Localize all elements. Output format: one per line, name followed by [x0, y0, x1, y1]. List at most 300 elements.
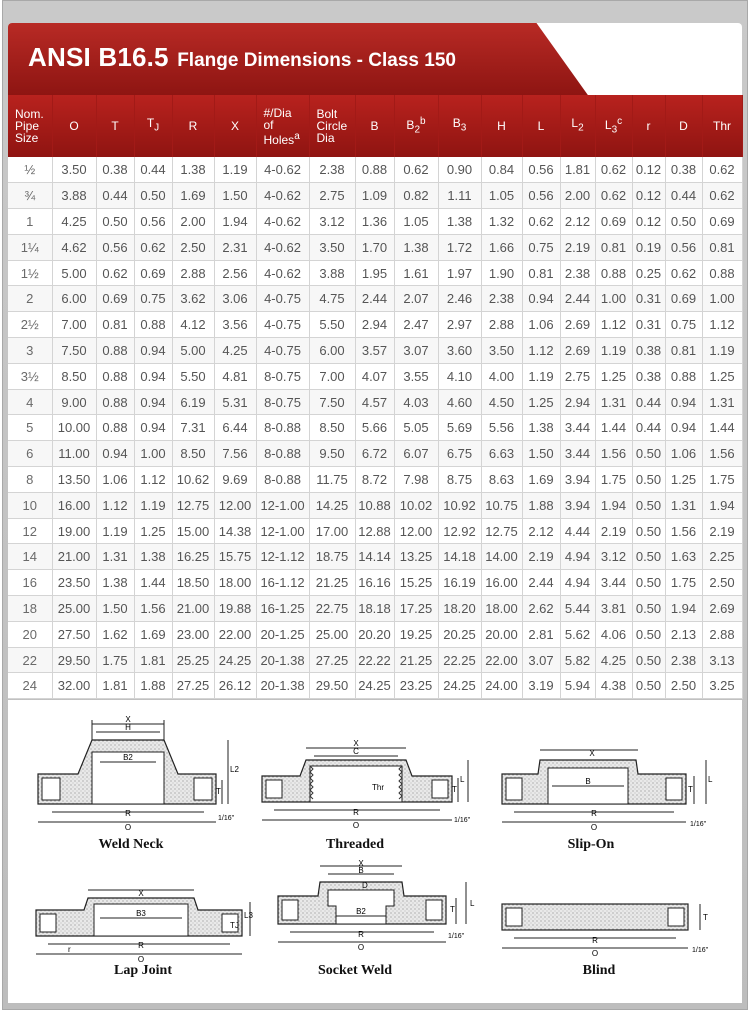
cell-l3: 2.19 — [595, 518, 632, 544]
cell-l: 0.56 — [522, 157, 560, 183]
cell-l2: 5.44 — [560, 596, 595, 622]
cell-size: 2½ — [8, 312, 52, 338]
cell-d: 0.50 — [665, 209, 702, 235]
cell-x: 9.69 — [214, 467, 256, 493]
cell-l3: 3.81 — [595, 596, 632, 622]
cell-t: 0.44 — [96, 183, 134, 209]
cell-size: 8 — [8, 467, 52, 493]
cell-l: 2.12 — [522, 518, 560, 544]
cell-tj: 1.00 — [134, 441, 172, 467]
cell-h: 1.90 — [481, 260, 522, 286]
cell-x: 3.56 — [214, 312, 256, 338]
socket-weld-label: Socket Weld — [317, 963, 393, 978]
cell-t: 1.12 — [96, 492, 134, 518]
cell-l3: 0.62 — [595, 183, 632, 209]
cell-d: 0.88 — [665, 363, 702, 389]
flange-table-container — [8, 95, 742, 699]
cell-o: 23.50 — [52, 570, 96, 596]
cell-x: 1.19 — [214, 157, 256, 183]
cell-r: 1.38 — [172, 157, 214, 183]
cell-l2: 5.62 — [560, 621, 595, 647]
cell-b: 12.88 — [355, 518, 394, 544]
cell-t: 0.69 — [96, 286, 134, 312]
cell-holes: 4-0.62 — [256, 209, 309, 235]
cell-bolt: 18.75 — [309, 544, 355, 570]
cell-l2: 2.19 — [560, 234, 595, 260]
lap-joint-diagram — [30, 888, 256, 968]
cell-r: 1.69 — [172, 183, 214, 209]
weld-neck-dim-l2: L2 — [230, 765, 239, 774]
blind-dim-r: R — [592, 936, 598, 945]
cell-t: 1.06 — [96, 467, 134, 493]
lap-joint-dim-o: O — [137, 955, 145, 964]
cell-thr: 1.75 — [702, 467, 742, 493]
cell-tj: 0.44 — [134, 157, 172, 183]
cell-b3: 12.92 — [438, 518, 481, 544]
cell-b: 10.88 — [355, 492, 394, 518]
cell-r: 5.50 — [172, 363, 214, 389]
cell-r: 6.19 — [172, 389, 214, 415]
flange-dimensions-table — [8, 95, 743, 699]
cell-r: 0.50 — [632, 621, 665, 647]
cell-x: 24.25 — [214, 647, 256, 673]
cell-h: 1.05 — [481, 183, 522, 209]
cell-b2: 0.82 — [394, 183, 438, 209]
slip-on-dim-r: R — [591, 809, 597, 818]
cell-bolt: 22.75 — [309, 596, 355, 622]
cell-l2: 4.94 — [560, 544, 595, 570]
cell-o: 27.50 — [52, 621, 96, 647]
cell-t: 0.88 — [96, 338, 134, 364]
cell-h: 4.00 — [481, 363, 522, 389]
cell-thr: 2.19 — [702, 518, 742, 544]
cell-l2: 2.75 — [560, 363, 595, 389]
socket-weld-dim-d: D — [362, 881, 368, 890]
cell-r: 0.44 — [632, 389, 665, 415]
cell-l: 1.19 — [522, 363, 560, 389]
table-row — [8, 570, 742, 596]
cell-r: 0.44 — [632, 415, 665, 441]
table-row — [8, 234, 742, 260]
cell-x: 3.06 — [214, 286, 256, 312]
slip-on-diagram — [496, 746, 716, 834]
cell-size: 20 — [8, 621, 52, 647]
cell-size: 1¼ — [8, 234, 52, 260]
cell-d: 1.75 — [665, 570, 702, 596]
cell-b3: 4.10 — [438, 363, 481, 389]
cell-x: 1.50 — [214, 183, 256, 209]
cell-l: 1.50 — [522, 441, 560, 467]
cell-l2: 2.12 — [560, 209, 595, 235]
cell-h: 5.56 — [481, 415, 522, 441]
cell-bolt: 3.88 — [309, 260, 355, 286]
cell-x: 15.75 — [214, 544, 256, 570]
cell-thr: 2.69 — [702, 596, 742, 622]
cell-o: 11.00 — [52, 441, 96, 467]
cell-holes: 12-1.00 — [256, 518, 309, 544]
cell-d: 0.44 — [665, 183, 702, 209]
cell-bolt: 6.00 — [309, 338, 355, 364]
cell-b2: 1.05 — [394, 209, 438, 235]
cell-b2: 17.25 — [394, 596, 438, 622]
column-header-t: T — [96, 95, 134, 157]
cell-d: 0.38 — [665, 157, 702, 183]
cell-b2: 1.61 — [394, 260, 438, 286]
cell-bolt: 29.50 — [309, 673, 355, 699]
cell-holes: 8-0.75 — [256, 389, 309, 415]
cell-t: 1.19 — [96, 518, 134, 544]
socket-weld-dim-b2: B2 — [356, 907, 366, 916]
cell-l: 2.44 — [522, 570, 560, 596]
cell-o: 7.00 — [52, 312, 96, 338]
cell-d: 2.50 — [665, 673, 702, 699]
cell-l3: 1.75 — [595, 467, 632, 493]
cell-l: 2.62 — [522, 596, 560, 622]
cell-o: 7.50 — [52, 338, 96, 364]
cell-holes: 20-1.25 — [256, 621, 309, 647]
cell-h: 8.63 — [481, 467, 522, 493]
cell-b: 3.57 — [355, 338, 394, 364]
cell-b2: 2.07 — [394, 286, 438, 312]
table-row — [8, 286, 742, 312]
cell-tj: 1.38 — [134, 544, 172, 570]
socket-weld-dim-l: L — [470, 899, 475, 908]
cell-size: 18 — [8, 596, 52, 622]
threaded-dim-t: T — [452, 785, 457, 794]
cell-bolt: 2.75 — [309, 183, 355, 209]
cell-thr: 2.88 — [702, 621, 742, 647]
cell-bolt: 2.38 — [309, 157, 355, 183]
cell-h: 12.75 — [481, 518, 522, 544]
cell-d: 1.06 — [665, 441, 702, 467]
cell-thr: 1.12 — [702, 312, 742, 338]
cell-bolt: 14.25 — [309, 492, 355, 518]
cell-r: 0.12 — [632, 209, 665, 235]
socket-weld-dim-t: T — [450, 905, 455, 914]
cell-r: 10.62 — [172, 467, 214, 493]
table-row — [8, 673, 742, 699]
cell-size: 22 — [8, 647, 52, 673]
cell-b: 2.44 — [355, 286, 394, 312]
cell-d: 1.31 — [665, 492, 702, 518]
table-row — [8, 441, 742, 467]
cell-size: 1 — [8, 209, 52, 235]
cell-x: 12.00 — [214, 492, 256, 518]
cell-l2: 3.94 — [560, 492, 595, 518]
cell-holes: 4-0.75 — [256, 312, 309, 338]
cell-b: 22.22 — [355, 647, 394, 673]
cell-r: 0.38 — [632, 363, 665, 389]
cell-thr: 0.88 — [702, 260, 742, 286]
cell-l: 0.62 — [522, 209, 560, 235]
threaded-dim-sixteenth: 1/16" — [454, 817, 471, 824]
threaded-dim-r: R — [353, 808, 359, 817]
cell-b: 5.66 — [355, 415, 394, 441]
title-sub: Flange Dimensions - Class 150 — [177, 50, 456, 71]
cell-l3: 1.31 — [595, 389, 632, 415]
cell-d: 0.69 — [665, 286, 702, 312]
table-row — [8, 518, 742, 544]
cell-o: 8.50 — [52, 363, 96, 389]
slip-on-dim-o: O — [590, 823, 598, 832]
cell-thr: 1.25 — [702, 363, 742, 389]
table-row — [8, 157, 742, 183]
table-row — [8, 389, 742, 415]
cell-l: 3.07 — [522, 647, 560, 673]
cell-x: 26.12 — [214, 673, 256, 699]
cell-l: 0.56 — [522, 183, 560, 209]
cell-bolt: 7.00 — [309, 363, 355, 389]
cell-size: ¾ — [8, 183, 52, 209]
cell-h: 0.84 — [481, 157, 522, 183]
title-main: ANSI B16.5 — [28, 42, 169, 72]
cell-tj: 0.69 — [134, 260, 172, 286]
cell-t: 1.62 — [96, 621, 134, 647]
cell-bolt: 3.12 — [309, 209, 355, 235]
cell-b: 4.57 — [355, 389, 394, 415]
cell-o: 4.25 — [52, 209, 96, 235]
cell-b3: 1.11 — [438, 183, 481, 209]
table-row — [8, 415, 742, 441]
table-row — [8, 363, 742, 389]
cell-t: 0.88 — [96, 363, 134, 389]
cell-size: 6 — [8, 441, 52, 467]
cell-b3: 0.90 — [438, 157, 481, 183]
cell-bolt: 9.50 — [309, 441, 355, 467]
slip-on-dim-x: X — [589, 749, 595, 758]
cell-h: 22.00 — [481, 647, 522, 673]
table-row — [8, 260, 742, 286]
weld-neck-dim-sixteenth: 1/16" — [218, 815, 235, 822]
slip-on-dim-sixteenth: 1/16" — [690, 821, 707, 828]
cell-l2: 2.69 — [560, 312, 595, 338]
cell-holes: 20-1.38 — [256, 647, 309, 673]
table-header-row — [8, 95, 742, 157]
cell-holes: 4-0.75 — [256, 286, 309, 312]
cell-tj: 0.75 — [134, 286, 172, 312]
cell-l: 3.19 — [522, 673, 560, 699]
table-row — [8, 544, 742, 570]
cell-b3: 5.69 — [438, 415, 481, 441]
column-header-l: L — [522, 95, 560, 157]
cell-thr: 1.19 — [702, 338, 742, 364]
cell-t: 1.75 — [96, 647, 134, 673]
weld-neck-dim-b2: B2 — [123, 753, 133, 762]
cell-r: 0.12 — [632, 183, 665, 209]
cell-r: 0.50 — [632, 596, 665, 622]
cell-holes: 8-0.88 — [256, 467, 309, 493]
cell-thr: 1.56 — [702, 441, 742, 467]
cell-l: 1.06 — [522, 312, 560, 338]
cell-thr: 0.62 — [702, 157, 742, 183]
column-header-bolt: Bolt Circle Dia — [309, 95, 355, 157]
cell-l3: 3.12 — [595, 544, 632, 570]
cell-thr: 2.25 — [702, 544, 742, 570]
cell-b: 1.09 — [355, 183, 394, 209]
cell-tj: 1.25 — [134, 518, 172, 544]
cell-tj: 0.94 — [134, 389, 172, 415]
cell-b2: 21.25 — [394, 647, 438, 673]
cell-l2: 3.44 — [560, 441, 595, 467]
cell-holes: 12-1.00 — [256, 492, 309, 518]
column-header-l3: $L_3^c$ — [595, 95, 632, 157]
lap-joint-dim-b3: B3 — [136, 909, 146, 918]
cell-r: 21.00 — [172, 596, 214, 622]
column-header-b2: $B_2^b$ — [394, 95, 438, 157]
cell-b: 2.94 — [355, 312, 394, 338]
cell-r: 5.00 — [172, 338, 214, 364]
column-header-h: H — [481, 95, 522, 157]
cell-thr: 1.00 — [702, 286, 742, 312]
cell-bolt: 17.00 — [309, 518, 355, 544]
cell-r: 3.62 — [172, 286, 214, 312]
cell-b3: 14.18 — [438, 544, 481, 570]
lap-joint-dim-r: R — [138, 941, 144, 950]
cell-b2: 0.62 — [394, 157, 438, 183]
cell-l2: 5.82 — [560, 647, 595, 673]
lap-joint-dim-x: X — [138, 889, 144, 898]
cell-r: 2.88 — [172, 260, 214, 286]
weld-neck-dim-t: T — [216, 787, 221, 796]
cell-bolt: 4.75 — [309, 286, 355, 312]
cell-h: 14.00 — [481, 544, 522, 570]
cell-b2: 15.25 — [394, 570, 438, 596]
cell-b3: 24.25 — [438, 673, 481, 699]
table-row — [8, 621, 742, 647]
cell-thr: 0.62 — [702, 183, 742, 209]
cell-bolt: 3.50 — [309, 234, 355, 260]
column-header-thr: Thr — [702, 95, 742, 157]
cell-size: 14 — [8, 544, 52, 570]
cell-holes: 4-0.62 — [256, 260, 309, 286]
cell-l2: 2.00 — [560, 183, 595, 209]
cell-tj: 1.81 — [134, 647, 172, 673]
cell-holes: 8-0.88 — [256, 415, 309, 441]
cell-bolt: 21.25 — [309, 570, 355, 596]
cell-r: 0.25 — [632, 260, 665, 286]
cell-l: 1.88 — [522, 492, 560, 518]
cell-r: 2.00 — [172, 209, 214, 235]
cell-h: 1.32 — [481, 209, 522, 235]
cell-b2: 12.00 — [394, 518, 438, 544]
cell-l: 2.81 — [522, 621, 560, 647]
cell-b2: 10.02 — [394, 492, 438, 518]
cell-l: 2.19 — [522, 544, 560, 570]
cell-bolt: 8.50 — [309, 415, 355, 441]
table-row — [8, 312, 742, 338]
cell-l2: 5.94 — [560, 673, 595, 699]
cell-r: 0.31 — [632, 286, 665, 312]
weld-neck-dim-x: X — [125, 715, 131, 724]
cell-r: 0.50 — [632, 544, 665, 570]
cell-thr: 3.25 — [702, 673, 742, 699]
cell-holes: 4-0.75 — [256, 338, 309, 364]
cell-l3: 1.19 — [595, 338, 632, 364]
cell-h: 3.50 — [481, 338, 522, 364]
column-header-l2: $L_2$ — [560, 95, 595, 157]
cell-r: 4.12 — [172, 312, 214, 338]
cell-tj: 0.94 — [134, 363, 172, 389]
cell-t: 0.94 — [96, 441, 134, 467]
cell-d: 0.81 — [665, 338, 702, 364]
cell-size: 5 — [8, 415, 52, 441]
cell-o: 3.50 — [52, 157, 96, 183]
slip-on-dim-t: T — [688, 785, 693, 794]
cell-b2: 5.05 — [394, 415, 438, 441]
cell-b3: 2.46 — [438, 286, 481, 312]
cell-b3: 8.75 — [438, 467, 481, 493]
cell-r: 0.31 — [632, 312, 665, 338]
cell-b2: 2.47 — [394, 312, 438, 338]
weld-neck-dim-o: O — [124, 823, 132, 832]
cell-l: 1.38 — [522, 415, 560, 441]
cell-b3: 22.25 — [438, 647, 481, 673]
table-row — [8, 467, 742, 493]
cell-bolt: 25.00 — [309, 621, 355, 647]
column-header-o: O — [52, 95, 96, 157]
cell-b2: 4.03 — [394, 389, 438, 415]
cell-b3: 1.97 — [438, 260, 481, 286]
cell-b: 6.72 — [355, 441, 394, 467]
cell-b2: 7.98 — [394, 467, 438, 493]
cell-b2: 6.07 — [394, 441, 438, 467]
lap-joint-dim-l3: L3 — [244, 911, 253, 920]
cell-r: 0.50 — [632, 673, 665, 699]
cell-holes: 8-0.75 — [256, 363, 309, 389]
cell-tj: 0.94 — [134, 338, 172, 364]
cell-l2: 2.38 — [560, 260, 595, 286]
cell-x: 6.44 — [214, 415, 256, 441]
cell-b: 0.88 — [355, 157, 394, 183]
blind-dim-t: T — [703, 913, 708, 922]
blind-diagram — [496, 896, 718, 968]
cell-bolt: 27.25 — [309, 647, 355, 673]
flange-diagrams-panel — [8, 700, 742, 1003]
cell-o: 4.62 — [52, 234, 96, 260]
cell-l3: 0.81 — [595, 234, 632, 260]
cell-t: 1.31 — [96, 544, 134, 570]
cell-holes: 4-0.62 — [256, 157, 309, 183]
cell-size: 12 — [8, 518, 52, 544]
cell-b: 16.16 — [355, 570, 394, 596]
cell-h: 20.00 — [481, 621, 522, 647]
cell-tj: 0.56 — [134, 209, 172, 235]
cell-thr: 3.13 — [702, 647, 742, 673]
cell-t: 0.62 — [96, 260, 134, 286]
cell-r: 8.50 — [172, 441, 214, 467]
threaded-dim-thr: Thr — [372, 783, 384, 792]
lap-joint-dim-r-small: r — [68, 945, 71, 954]
table-row — [8, 492, 742, 518]
cell-size: 24 — [8, 673, 52, 699]
cell-l: 1.25 — [522, 389, 560, 415]
weld-neck-dim-h: H — [125, 723, 131, 732]
cell-l2: 3.44 — [560, 415, 595, 441]
cell-o: 21.00 — [52, 544, 96, 570]
cell-size: 10 — [8, 492, 52, 518]
cell-thr: 1.44 — [702, 415, 742, 441]
cell-r: 0.50 — [632, 518, 665, 544]
cell-t: 0.38 — [96, 157, 134, 183]
cell-r: 23.00 — [172, 621, 214, 647]
cell-l2: 2.94 — [560, 389, 595, 415]
cell-bolt: 7.50 — [309, 389, 355, 415]
threaded-diagram — [256, 740, 476, 834]
cell-thr: 1.94 — [702, 492, 742, 518]
cell-d: 0.56 — [665, 234, 702, 260]
cell-o: 16.00 — [52, 492, 96, 518]
threaded-dim-c: C — [353, 747, 359, 756]
